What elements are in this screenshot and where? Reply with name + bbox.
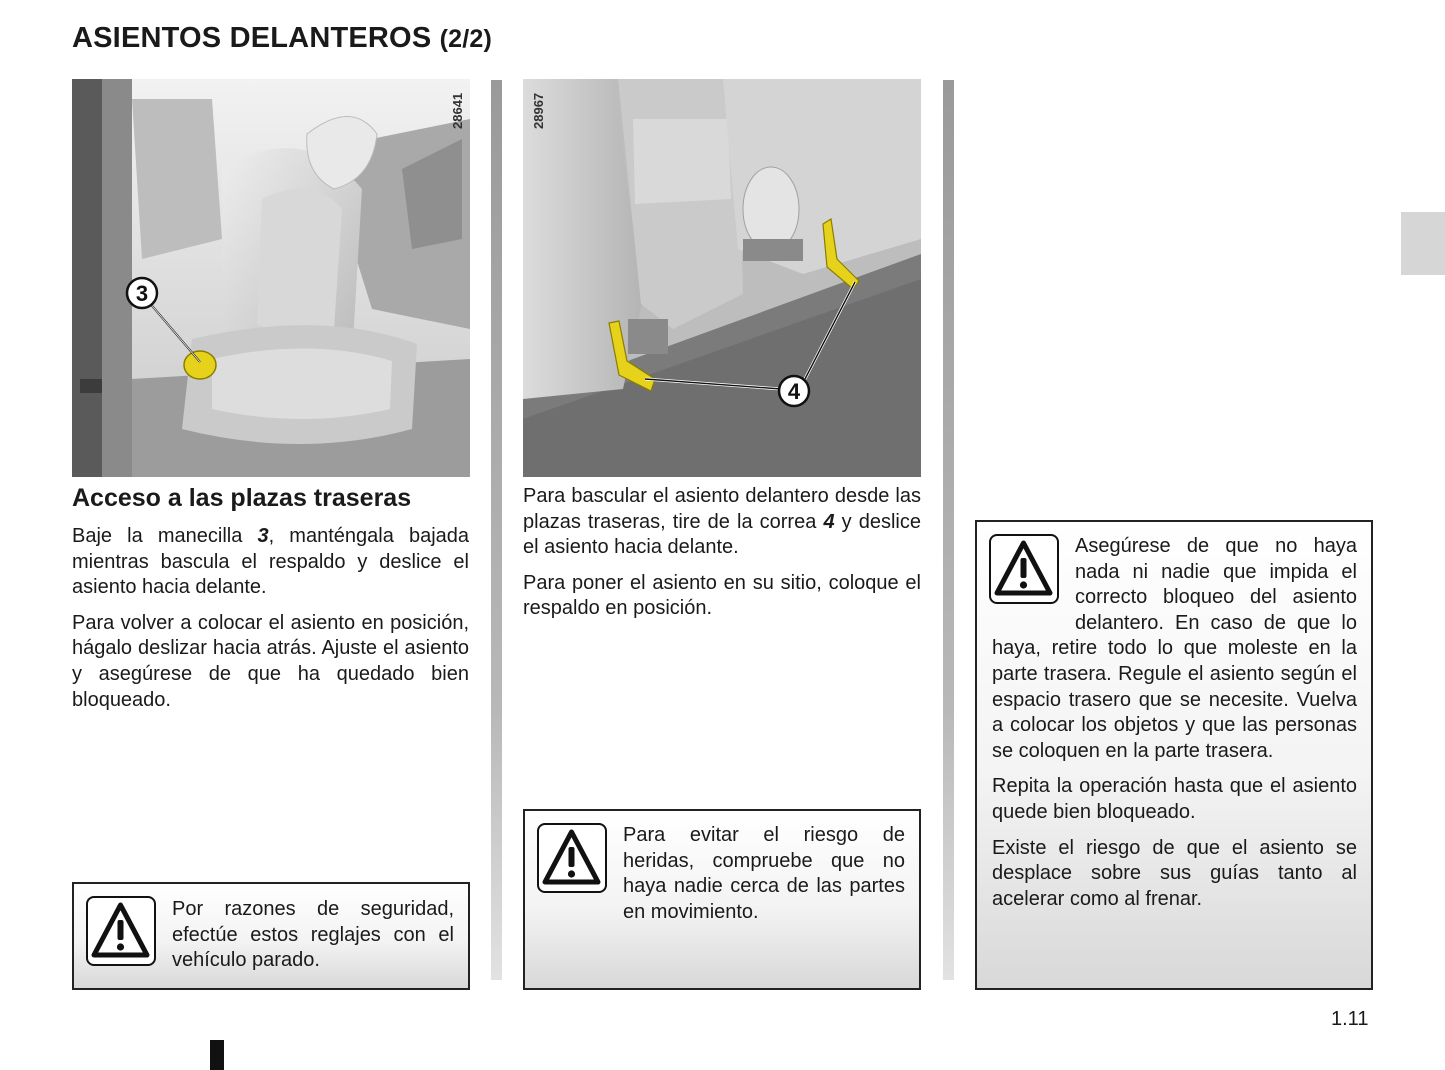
thumb-index-bar [210, 1040, 224, 1070]
page-title-suffix: (2/2) [439, 25, 493, 53]
warning-text-left: Por razones de seguridad, efectúe estos reglajes con el vehículo parado. [172, 898, 454, 972]
page-number: 1.11 [1331, 1008, 1369, 1030]
warning-right-paragraph-2: Repita la operación hasta que el asiento quede bien bloqueado. [992, 775, 1357, 823]
left-text-block [72, 524, 469, 713]
rear-seat-strap-photo [523, 79, 921, 477]
warning-triangle-icon [86, 896, 156, 966]
warning-right-paragraph-3: Existe el riesgo de que el asiento se desplace sobre sus guías tanto al acelerar como al frenar. [992, 836, 1357, 910]
warning-text-right [992, 534, 1357, 912]
warning-text-middle: Para evitar el riesgo de heridas, compruebe que no haya nadie cerca de las partes en movimiento. [623, 824, 905, 923]
left-paragraph-2: Para volver a colocar el asiento en posición, hágalo deslizar hacia atrás. Ajuste el asiento y asegúrese de que ha quedado bien bloqueado. [72, 611, 469, 711]
callout-4-label: 4 [787, 379, 801, 404]
warning-box-middle [523, 809, 921, 990]
figure-number: 28641 [450, 92, 465, 129]
icon-spacer [992, 534, 1075, 634]
warning-box-right [975, 520, 1373, 990]
page-title [72, 22, 492, 55]
middle-paragraph-1: Para bascular el asiento delantero desde las plazas traseras, tire de la correa 4 y deslice el asiento hacia delante. [523, 485, 921, 559]
reference-4: 4 [823, 510, 835, 533]
reference-3: 3 [257, 525, 269, 547]
section-heading: Acceso a las plazas traseras [72, 484, 412, 512]
warning-triangle-icon [537, 823, 607, 893]
page-title-text: ASIENTOS DELANTEROS [72, 22, 432, 54]
column-divider-right [943, 80, 954, 980]
callout-3-label: 3 [135, 281, 149, 306]
chapter-tab [1401, 212, 1445, 275]
warning-box-left [72, 882, 470, 990]
column-divider-left [491, 80, 502, 980]
figure-number: 28967 [531, 92, 546, 129]
front-seat-photo [72, 79, 470, 477]
warning-right-paragraph-1: Asegúrese de que no haya nada ni nadie que impida el correcto bloqueo del asiento delantero. En caso de que lo haya, retire todo lo que moleste en la parte trasera. Regule el asiento según el espacio trasero que se necesite. Vuelva a colocar los objetos y que las personas se coloquen en la parte trasera. [992, 535, 1357, 762]
middle-text-block [523, 484, 921, 622]
left-paragraph-1: Baje la manecilla 3, manténgala bajada mientras bascula el respaldo y deslice el asiento hacia delante. [72, 525, 470, 599]
middle-paragraph-2: Para poner el asiento en su sitio, coloque el respaldo en posición. [523, 571, 921, 620]
